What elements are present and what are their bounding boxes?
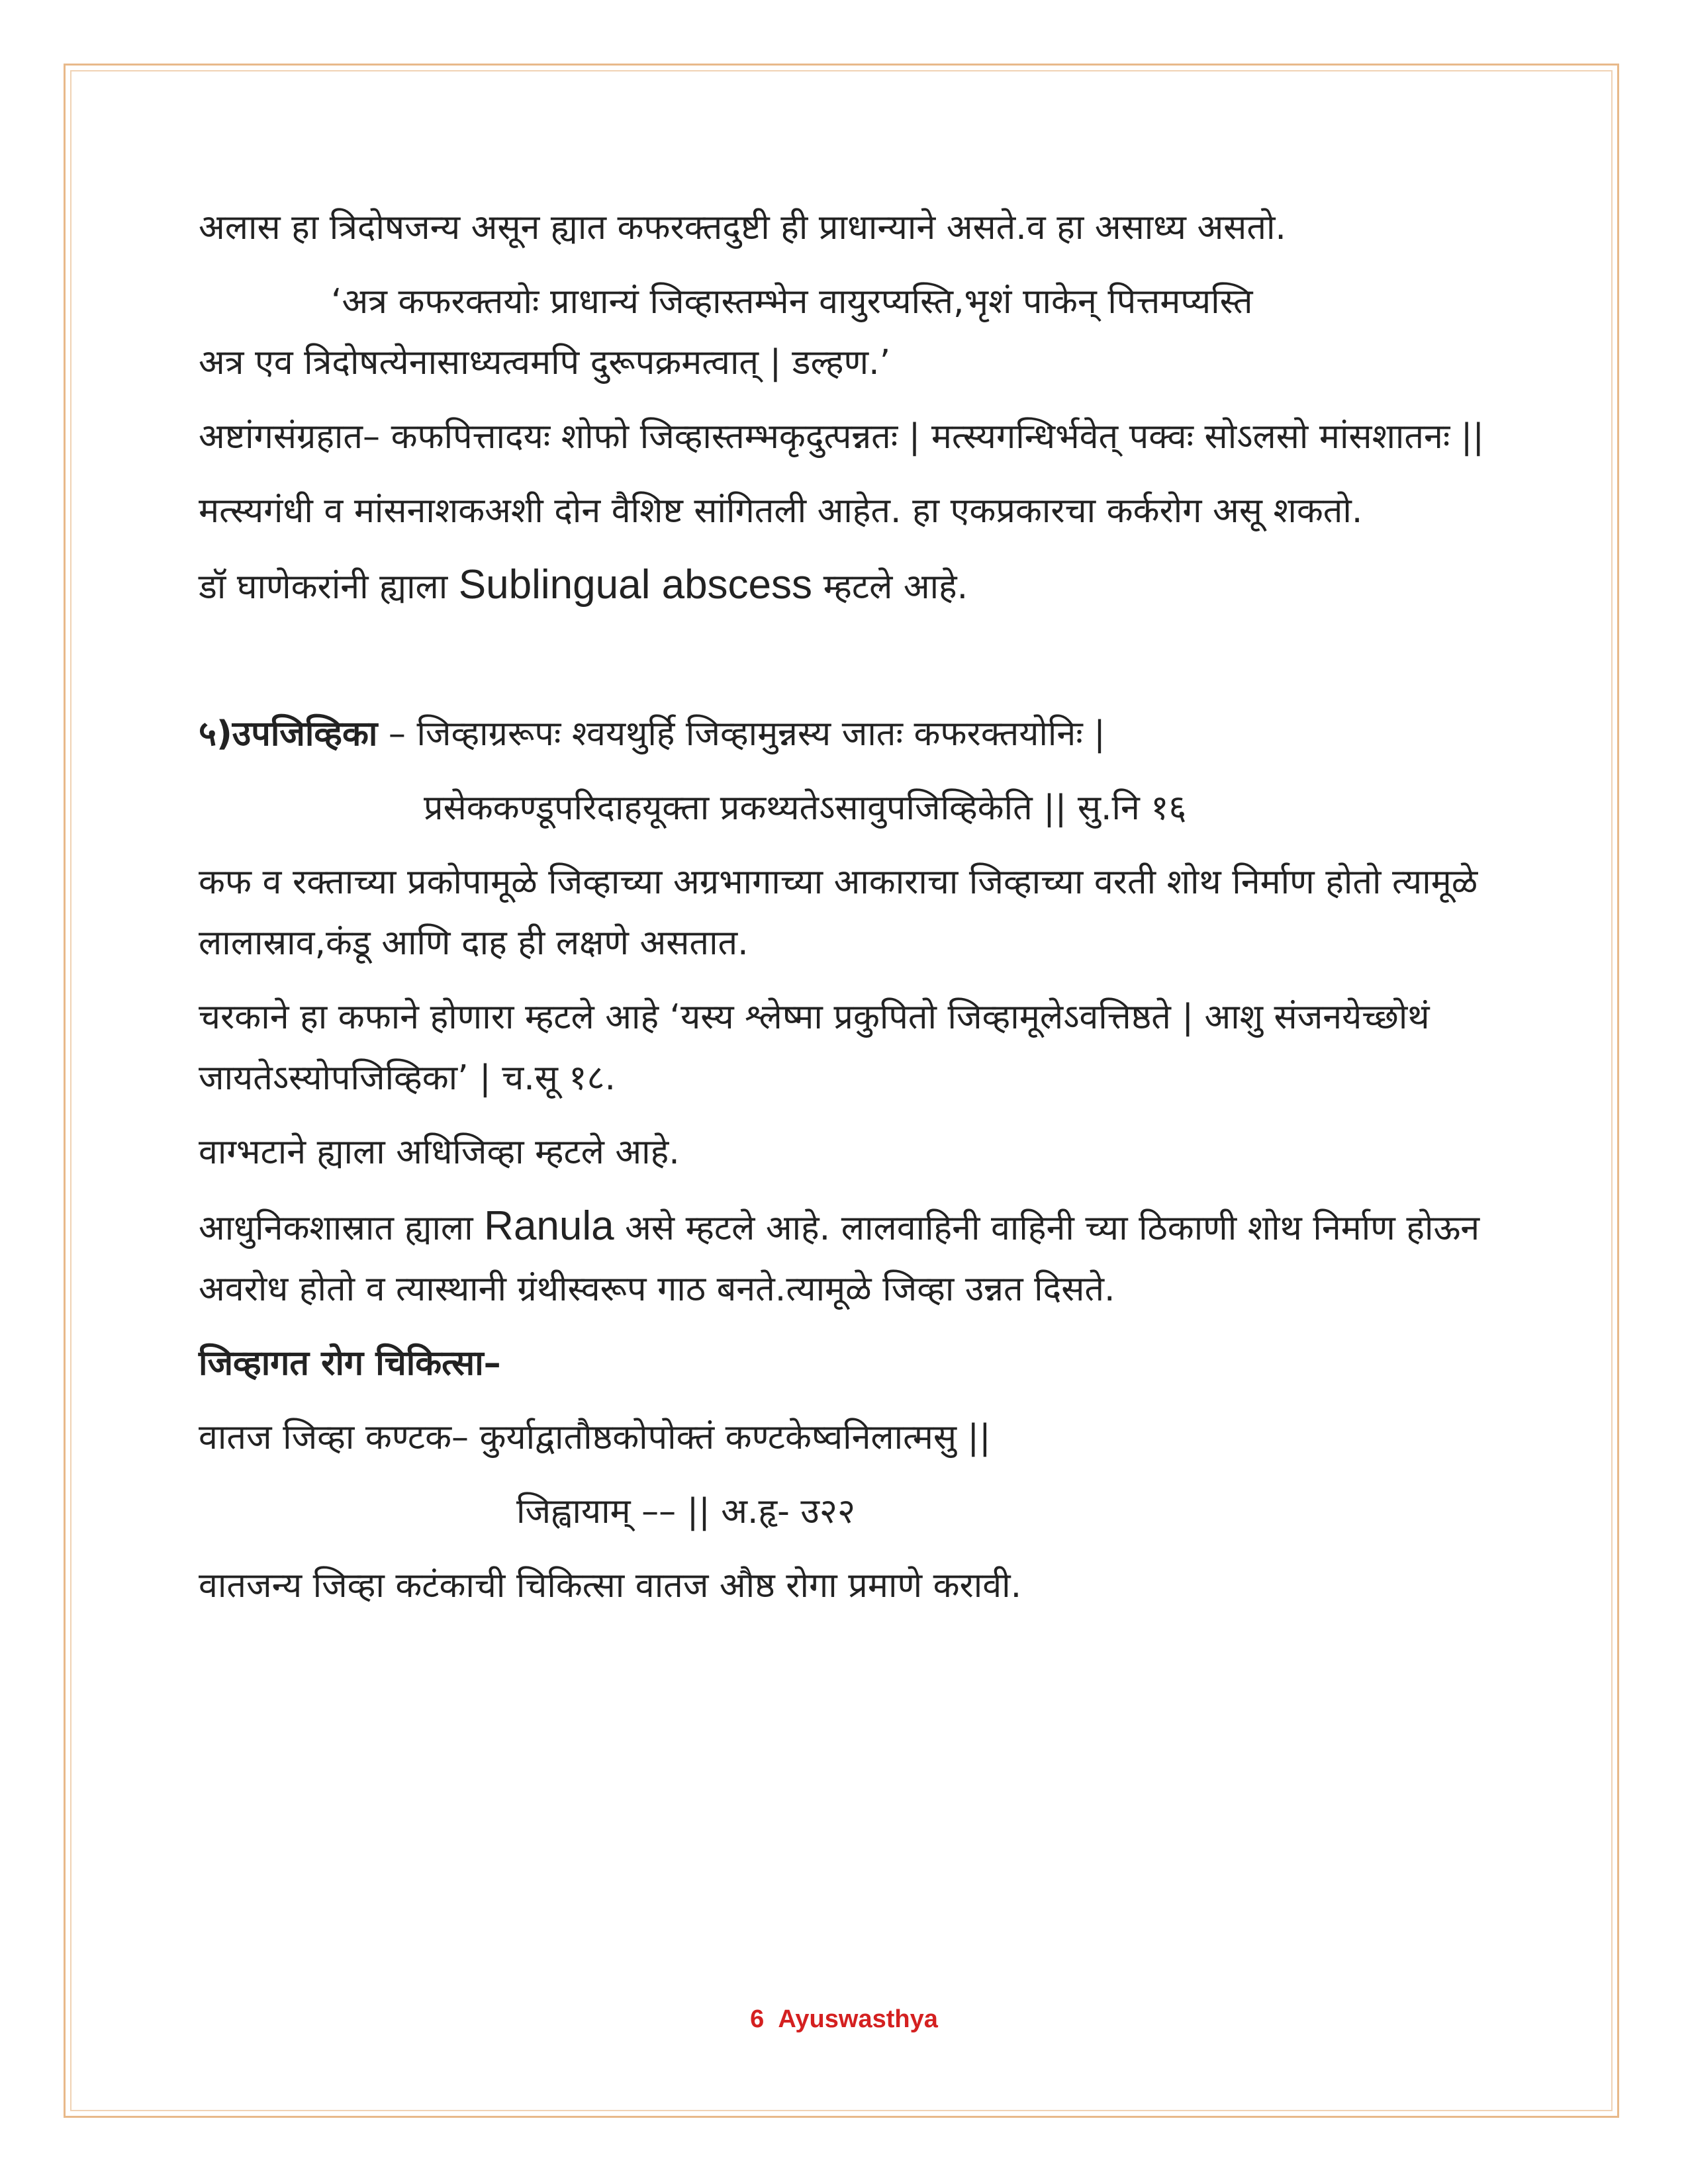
paragraph-ashtanga: अष्टांगसंग्रहात– कफपित्तादयः शोफो जिव्हास्तम्भकृदुत्पन्नतः | मत्स्यगन्धिर्भवेत् पक्वः सोऽलसो मांसशातनः ||: [199, 417, 1484, 457]
paragraph-vagbhata: वाग्भटाने ह्याला अधिजिव्हा म्हटले आहे.: [199, 1132, 680, 1172]
ghanekar-text-post: म्हटले आहे.: [812, 567, 968, 607]
ranula-text-pre: आधुनिकशास्रात ह्याला: [199, 1208, 485, 1248]
paragraph-vataja-kantaka: वातज जिव्हा कण्टक– कुर्याद्वातौष्ठकोपोक्तं कण्टकेष्वनिलात्मसु ||: [199, 1418, 991, 1457]
paragraph-kapha-rakta: कफ व रक्ताच्या प्रकोपामूळे जिव्हाच्या अग्रभागाच्या आकाराचा जिव्हाच्या वरती शोथ निर्माण होतो त्यामूळे लालास्राव,कंडू आणि दाह ही लक्षणे असतात.: [199, 862, 1478, 963]
upajivhika-verse: – जिव्हाग्ररूपः श्वयथुर्हि जिव्हामुन्नस्य जातः कफरक्तयोनिः |: [377, 714, 1105, 754]
page-content: [199, 197, 1509, 1629]
page-footer: [0, 2005, 1688, 2034]
ghanekar-text-pre: डॉ घाणेकरांनी ह्याला: [199, 567, 459, 607]
section-heading-chikitsa: जिव्हागत रोग चिकित्सा–: [199, 1343, 501, 1383]
verse-sushruta: प्रसेककण्डूपरिदाहयूक्ता प्रकथ्यतेऽसावुपजिव्हिकेति || सु.नि १६: [424, 788, 1187, 828]
paragraph-charaka: चरकाने हा कफाने होणारा म्हटले आहे ‘यस्य श्लेष्मा प्रकुपितो जिव्हामूलेऽवत्तिष्ठते | आशु संजनयेच्छोथं जायतेऽस्योपजिव्हिका’ | च.सू १८.: [199, 997, 1430, 1098]
footer-title: Ayuswasthya: [778, 2005, 938, 2033]
paragraph-vatajanya-treatment: वातजन्य जिव्हा कटंकाची चिकित्सा वातज औष्ठ रोगा प्रमाणे करावी.: [199, 1566, 1022, 1606]
section-gap: [199, 631, 1509, 704]
quote-dalhana: [199, 271, 1509, 393]
quote-line-1: ‘अत्र कफरक्तयोः प्राधान्यं जिव्हास्तम्भेन वायुरप्यस्ति,भृशं पाकेन् पित्तमप्यस्ति: [331, 282, 1253, 322]
upajivhika-heading: ५)उपजिव्हिका: [199, 714, 378, 754]
paragraph-ranula: [199, 1196, 1509, 1320]
paragraph-alasa: अलास हा त्रिदोषजन्य असून ह्यात कफरक्तदुष्टी ही प्राधान्याने असते.व हा असाध्य असतो.: [199, 208, 1286, 248]
paragraph-upajivhika: [199, 704, 1509, 764]
paragraph-ghanekar: [199, 555, 1509, 617]
footer-page-number: 6: [750, 2005, 765, 2033]
quote-line-2: अत्र एव त्रिदोषत्येनासाध्यत्वमपि दुरूपक्रमत्वात् | डल्हण.’: [199, 343, 891, 383]
ranula-term: Ranula: [484, 1203, 614, 1249]
sublingual-abscess-term: Sublingual abscess: [458, 562, 813, 608]
ranula-text-post: असे म्हटले आहे. लालवाहिनी वाहिनी च्या ठिकाणी शोथ निर्माण होऊन अवरोध होतो व त्यास्थानी ग्रंथीस्वरूप गाठ बनते.त्यामूळे जिव्हा उन्नत दिसते.: [199, 1208, 1480, 1309]
paragraph-matsyagandhi: मत्स्यगंधी व मांसनाशकअशी दोन वैशिष्ट सांगितली आहेत. हा एकप्रकारचा कर्करोग असू शकतो.: [199, 491, 1363, 531]
verse-reference-ah: जिह्वायाम् –– || अ.हृ- उ२२: [516, 1492, 855, 1531]
